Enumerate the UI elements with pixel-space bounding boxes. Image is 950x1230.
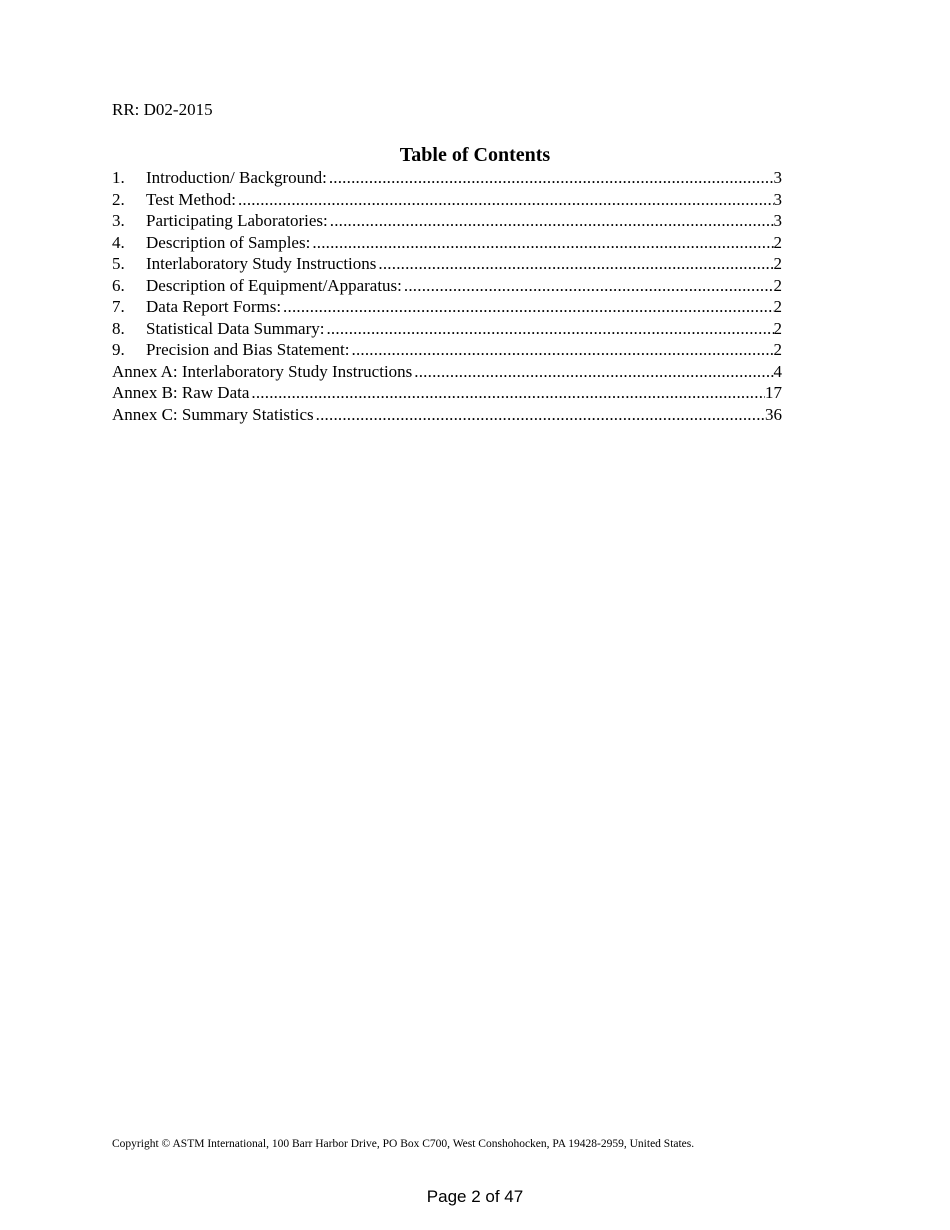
toc-entry-label: Introduction/ Background:: [146, 168, 327, 187]
toc-dot-leader: [238, 189, 774, 211]
toc-entry-participating-laboratories[interactable]: [112, 210, 782, 232]
toc-dot-leader: [283, 296, 773, 318]
toc-entry-page: 2: [773, 297, 782, 316]
toc-dot-leader: [326, 318, 773, 340]
toc-entry-page: 2: [773, 318, 782, 338]
toc-entry-number: 1.: [112, 168, 125, 187]
toc-entry-number: 2.: [112, 189, 125, 209]
toc-dot-leader: [312, 232, 773, 254]
toc-entry-precision-and-bias[interactable]: [112, 339, 782, 361]
toc-dot-leader: [352, 339, 774, 361]
toc-entry-annex-c[interactable]: [112, 404, 782, 426]
toc-entry-label: Description of Equipment/Apparatus:: [146, 275, 402, 295]
toc-entry-number: 5.: [112, 254, 125, 273]
toc-entry-annex-b[interactable]: [112, 382, 782, 404]
toc-dot-leader: [404, 275, 774, 297]
toc-entry-test-method[interactable]: [112, 189, 782, 211]
toc-entry-description-of-samples[interactable]: [112, 232, 782, 254]
toc-entry-page: 4: [773, 361, 782, 381]
toc-entry-label: Interlaboratory Study Instructions: [146, 254, 377, 273]
toc-dot-leader: [251, 382, 765, 404]
toc-entry-label: Test Method:: [146, 189, 236, 209]
toc-entry-number: 8.: [112, 318, 125, 338]
toc-entry-interlaboratory-study-instructions[interactable]: [112, 253, 782, 275]
toc-entry-number: 4.: [112, 232, 125, 252]
toc-entry-page: 17: [765, 383, 782, 402]
toc-entry-page: 2: [773, 232, 782, 252]
toc-dot-leader: [330, 210, 774, 232]
toc-entry-label: Description of Samples:: [146, 232, 311, 252]
toc-entry-label: Annex B: Raw Data: [112, 383, 250, 402]
table-of-contents: [112, 167, 782, 425]
toc-entry-label: Annex A: Interlaboratory Study Instructions: [112, 361, 413, 381]
toc-entry-page: 2: [773, 254, 782, 273]
toc-entry-page: 3: [773, 168, 782, 187]
toc-title: Table of Contents: [399, 144, 551, 166]
toc-dot-leader: [329, 167, 774, 189]
toc-entry-label: Statistical Data Summary:: [146, 318, 325, 338]
toc-entry-label: Data Report Forms:: [146, 297, 282, 316]
toc-dot-leader: [414, 361, 773, 383]
toc-entry-page: 2: [773, 340, 782, 359]
toc-entry-label: Annex C: Summary Statistics: [112, 404, 314, 424]
toc-dot-leader: [378, 253, 773, 275]
page-number: Page 2 of 47: [426, 1187, 524, 1206]
toc-entry-annex-a[interactable]: [112, 361, 782, 383]
toc-entry-data-report-forms[interactable]: [112, 296, 782, 318]
toc-entry-number: 3.: [112, 211, 125, 230]
document-id: RR: D02-2015: [112, 100, 213, 119]
toc-entry-label: Participating Laboratories:: [146, 211, 328, 230]
toc-entry-page: 3: [773, 211, 782, 230]
toc-entry-page: 2: [773, 275, 782, 295]
toc-entry-number: 9.: [112, 340, 125, 359]
toc-entry-number: 7.: [112, 297, 125, 316]
toc-entry-description-of-equipment[interactable]: [112, 275, 782, 297]
toc-entry-page: 3: [773, 189, 782, 209]
copyright-notice: Copyright © ASTM International, 100 Barr Harbor Drive, PO Box C700, West Conshohocken, PA 19428-2959, United States.: [112, 1138, 695, 1150]
toc-entry-statistical-data-summary[interactable]: [112, 318, 782, 340]
toc-entry-page: 36: [765, 404, 782, 424]
toc-entry-number: 6.: [112, 275, 125, 295]
toc-dot-leader: [316, 404, 765, 426]
toc-entry-introduction[interactable]: [112, 167, 782, 189]
toc-entry-label: Precision and Bias Statement:: [146, 340, 350, 359]
